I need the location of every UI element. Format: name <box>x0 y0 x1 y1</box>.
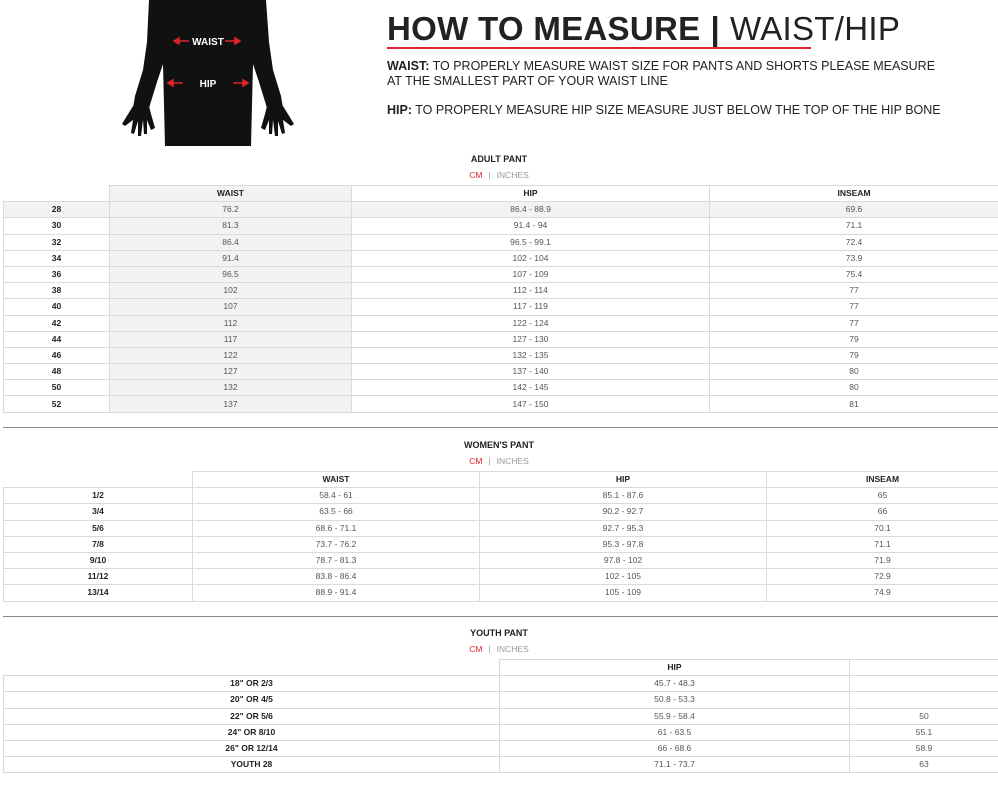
measurement-cell: 102 - 105 <box>480 569 767 585</box>
table-row <box>4 299 998 315</box>
measurement-cell: 86.4 <box>110 234 352 250</box>
measurement-cell: 90.2 - 92.7 <box>480 504 767 520</box>
measurement-cell: 127 - 130 <box>352 331 710 347</box>
womens-pant-title: WOMEN'S PANT <box>464 440 534 450</box>
measurement-cell: 83.8 - 86.4 <box>193 569 480 585</box>
measurement-cell: 45.7 - 48.3 <box>500 676 850 692</box>
size-label-cell: 38 <box>4 283 110 299</box>
column-header: WAIST <box>110 186 352 202</box>
waist-instructions-label: WAIST: <box>387 59 430 73</box>
size-label-cell: 30 <box>4 218 110 234</box>
column-header: HIP <box>480 472 767 488</box>
measurement-cell: 107 <box>110 299 352 315</box>
measurement-cell: 65 <box>767 488 998 504</box>
waist-instructions <box>387 59 947 89</box>
measurement-cell: 97.8 - 102 <box>480 552 767 568</box>
measurement-cell: 142 - 145 <box>352 380 710 396</box>
title-underline <box>387 47 811 49</box>
torso-silhouette <box>133 0 283 146</box>
table-row <box>4 347 998 363</box>
waist-instructions-text: TO PROPERLY MEASURE WAIST SIZE FOR PANTS AND SHORTS PLEASE MEASURE AT THE SMALLEST PART OF YOUR WAIST LINE <box>387 59 936 88</box>
measurement-cell: 74.9 <box>767 585 998 601</box>
size-label-cell: 7/8 <box>4 536 193 552</box>
table-row <box>4 331 998 347</box>
page-title <box>387 10 900 48</box>
measurement-cell: 86.4 - 88.9 <box>352 202 710 218</box>
measurement-cell: 75.4 <box>710 266 998 282</box>
size-label-cell: 24" OR 8/10 <box>4 724 500 740</box>
measurement-cell: 85.1 - 87.6 <box>480 488 767 504</box>
hip-instructions-label: HIP: <box>387 103 412 117</box>
measurement-cell <box>850 692 998 708</box>
adult-unit-toggle <box>0 170 998 180</box>
measurement-cell: 66 <box>767 504 998 520</box>
measurement-cell: 122 - 124 <box>352 315 710 331</box>
size-label-cell: 13/14 <box>4 585 193 601</box>
measurement-cell: 69.6 <box>710 202 998 218</box>
title-bold: HOW TO MEASURE <box>387 10 701 47</box>
measurement-cell: 77 <box>710 299 998 315</box>
measurement-cell: 71.1 <box>767 536 998 552</box>
table-row <box>4 520 998 536</box>
size-column-header <box>4 660 500 676</box>
table-row <box>4 724 998 740</box>
body-silhouette-illustration <box>117 0 297 146</box>
measurement-cell: 72.4 <box>710 234 998 250</box>
table-row <box>4 396 998 412</box>
size-label-cell: 48 <box>4 364 110 380</box>
table-row <box>4 266 998 282</box>
measurement-cell: 80 <box>710 364 998 380</box>
table-row <box>4 283 998 299</box>
table-row <box>4 380 998 396</box>
measurement-cell: 122 <box>110 347 352 363</box>
table-row <box>4 315 998 331</box>
measurement-cell: 79 <box>710 347 998 363</box>
size-label-cell: 52 <box>4 396 110 412</box>
table-row <box>4 708 998 724</box>
section-divider <box>3 427 998 428</box>
table-header-row <box>4 186 998 202</box>
measurement-cell: 63.5 - 66 <box>193 504 480 520</box>
adult-unit-separator: | <box>488 170 491 180</box>
measurement-cell: 73.7 - 76.2 <box>193 536 480 552</box>
measurement-cell: 96.5 - 99.1 <box>352 234 710 250</box>
adult-unit-inches[interactable]: INCHES <box>496 170 529 180</box>
measurement-cell: 132 - 135 <box>352 347 710 363</box>
measurement-cell: 147 - 150 <box>352 396 710 412</box>
measurement-cell: 102 <box>110 283 352 299</box>
size-label-cell: 28 <box>4 202 110 218</box>
column-header: HIP <box>352 186 710 202</box>
size-label-cell: 22" OR 5/6 <box>4 708 500 724</box>
table-row <box>4 488 998 504</box>
size-label-cell: 46 <box>4 347 110 363</box>
size-label-cell: YOUTH 28 <box>4 757 500 773</box>
column-header: INSEAM <box>767 472 998 488</box>
table-row <box>4 234 998 250</box>
table-row <box>4 692 998 708</box>
measurement-cell: 80 <box>710 380 998 396</box>
size-label-cell: 50 <box>4 380 110 396</box>
column-header <box>850 660 998 676</box>
measurement-cell: 112 <box>110 315 352 331</box>
youth-pant-table <box>3 659 998 773</box>
measurement-cell: 70.1 <box>767 520 998 536</box>
table-row <box>4 504 998 520</box>
measurement-cell: 81 <box>710 396 998 412</box>
size-label-cell: 36 <box>4 266 110 282</box>
size-label-cell: 44 <box>4 331 110 347</box>
size-label-cell: 3/4 <box>4 504 193 520</box>
youth-pant-title: YOUTH PANT <box>470 628 528 638</box>
measurement-cell: 77 <box>710 315 998 331</box>
measurement-cell: 79 <box>710 331 998 347</box>
measurement-cell: 50 <box>850 708 998 724</box>
measurement-cell: 105 - 109 <box>480 585 767 601</box>
section-divider <box>3 616 998 617</box>
measurement-cell: 58.4 - 61 <box>193 488 480 504</box>
measurement-cell: 81.3 <box>110 218 352 234</box>
measurement-cell: 95.3 - 97.8 <box>480 536 767 552</box>
measurement-cell: 68.6 - 71.1 <box>193 520 480 536</box>
size-label-cell: 20" OR 4/5 <box>4 692 500 708</box>
column-header: WAIST <box>193 472 480 488</box>
column-header: INSEAM <box>710 186 998 202</box>
measurement-cell: 63 <box>850 757 998 773</box>
waist-diagram-label: WAIST <box>192 37 224 48</box>
womens-pant-table <box>3 471 998 602</box>
size-label-cell: 42 <box>4 315 110 331</box>
table-row <box>4 569 998 585</box>
adult-unit-cm[interactable]: CM <box>469 170 483 180</box>
measurement-cell: 61 - 63.5 <box>500 724 850 740</box>
womens-unit-inches[interactable]: INCHES <box>496 456 529 466</box>
size-label-cell: 34 <box>4 250 110 266</box>
table-row <box>4 250 998 266</box>
size-label-cell: 9/10 <box>4 552 193 568</box>
size-column-header <box>4 186 110 202</box>
womens-unit-separator: | <box>488 456 491 466</box>
measurement-cell: 137 <box>110 396 352 412</box>
measurement-cell: 71.1 - 73.7 <box>500 757 850 773</box>
measurement-cell: 73.9 <box>710 250 998 266</box>
measurement-cell: 71.1 <box>710 218 998 234</box>
hip-diagram-label: HIP <box>199 79 217 90</box>
table-row <box>4 676 998 692</box>
measurement-cell: 102 - 104 <box>352 250 710 266</box>
table-row <box>4 740 998 756</box>
measurement-cell: 71.9 <box>767 552 998 568</box>
measurement-cell: 55.1 <box>850 724 998 740</box>
measurement-cell: 72.9 <box>767 569 998 585</box>
size-label-cell: 1/2 <box>4 488 193 504</box>
measurement-cell: 55.9 - 58.4 <box>500 708 850 724</box>
measurement-cell: 132 <box>110 380 352 396</box>
measurement-cell: 76.2 <box>110 202 352 218</box>
womens-unit-cm[interactable]: CM <box>469 456 483 466</box>
measurement-cell <box>850 676 998 692</box>
youth-unit-toggle <box>0 644 998 654</box>
size-label-cell: 18" OR 2/3 <box>4 676 500 692</box>
table-row <box>4 536 998 552</box>
adult-pant-table <box>3 185 998 413</box>
measurement-cell: 96.5 <box>110 266 352 282</box>
measurement-cell: 92.7 - 95.3 <box>480 520 767 536</box>
table-row <box>4 585 998 601</box>
hip-instructions-text: TO PROPERLY MEASURE HIP SIZE MEASURE JUST BELOW THE TOP OF THE HIP BONE <box>415 103 941 117</box>
size-column-header <box>4 472 193 488</box>
table-row <box>4 218 998 234</box>
measurement-cell: 137 - 140 <box>352 364 710 380</box>
table-row <box>4 757 998 773</box>
measurement-cell: 112 - 114 <box>352 283 710 299</box>
size-label-cell: 32 <box>4 234 110 250</box>
size-label-cell: 40 <box>4 299 110 315</box>
size-label-cell: 26" OR 12/14 <box>4 740 500 756</box>
measurement-cell: 88.9 - 91.4 <box>193 585 480 601</box>
adult-pant-title: ADULT PANT <box>470 154 528 164</box>
youth-unit-separator: | <box>488 644 491 654</box>
youth-unit-cm[interactable]: CM <box>469 644 483 654</box>
measurement-cell: 78.7 - 81.3 <box>193 552 480 568</box>
title-light: WAIST/HIP <box>729 10 901 47</box>
hip-instructions <box>387 103 947 118</box>
title-separator: | <box>710 10 720 47</box>
measurement-cell: 66 - 68.6 <box>500 740 850 756</box>
table-header-row <box>4 472 998 488</box>
left-hand-silhouette <box>122 106 155 136</box>
table-row <box>4 552 998 568</box>
table-row <box>4 364 998 380</box>
womens-unit-toggle <box>0 456 998 466</box>
measurement-cell: 58.9 <box>850 740 998 756</box>
size-label-cell: 5/6 <box>4 520 193 536</box>
size-label-cell: 11/12 <box>4 569 193 585</box>
table-header-row <box>4 660 998 676</box>
measurement-cell: 77 <box>710 283 998 299</box>
measurement-cell: 107 - 109 <box>352 266 710 282</box>
measurement-cell: 91.4 <box>110 250 352 266</box>
measurement-cell: 91.4 - 94 <box>352 218 710 234</box>
right-hand-silhouette <box>261 106 294 136</box>
column-header: HIP <box>500 660 850 676</box>
measurement-cell: 127 <box>110 364 352 380</box>
table-row <box>4 202 998 218</box>
measurement-cell: 117 - 119 <box>352 299 710 315</box>
youth-unit-inches[interactable]: INCHES <box>496 644 529 654</box>
measurement-cell: 50.8 - 53.3 <box>500 692 850 708</box>
measurement-cell: 117 <box>110 331 352 347</box>
